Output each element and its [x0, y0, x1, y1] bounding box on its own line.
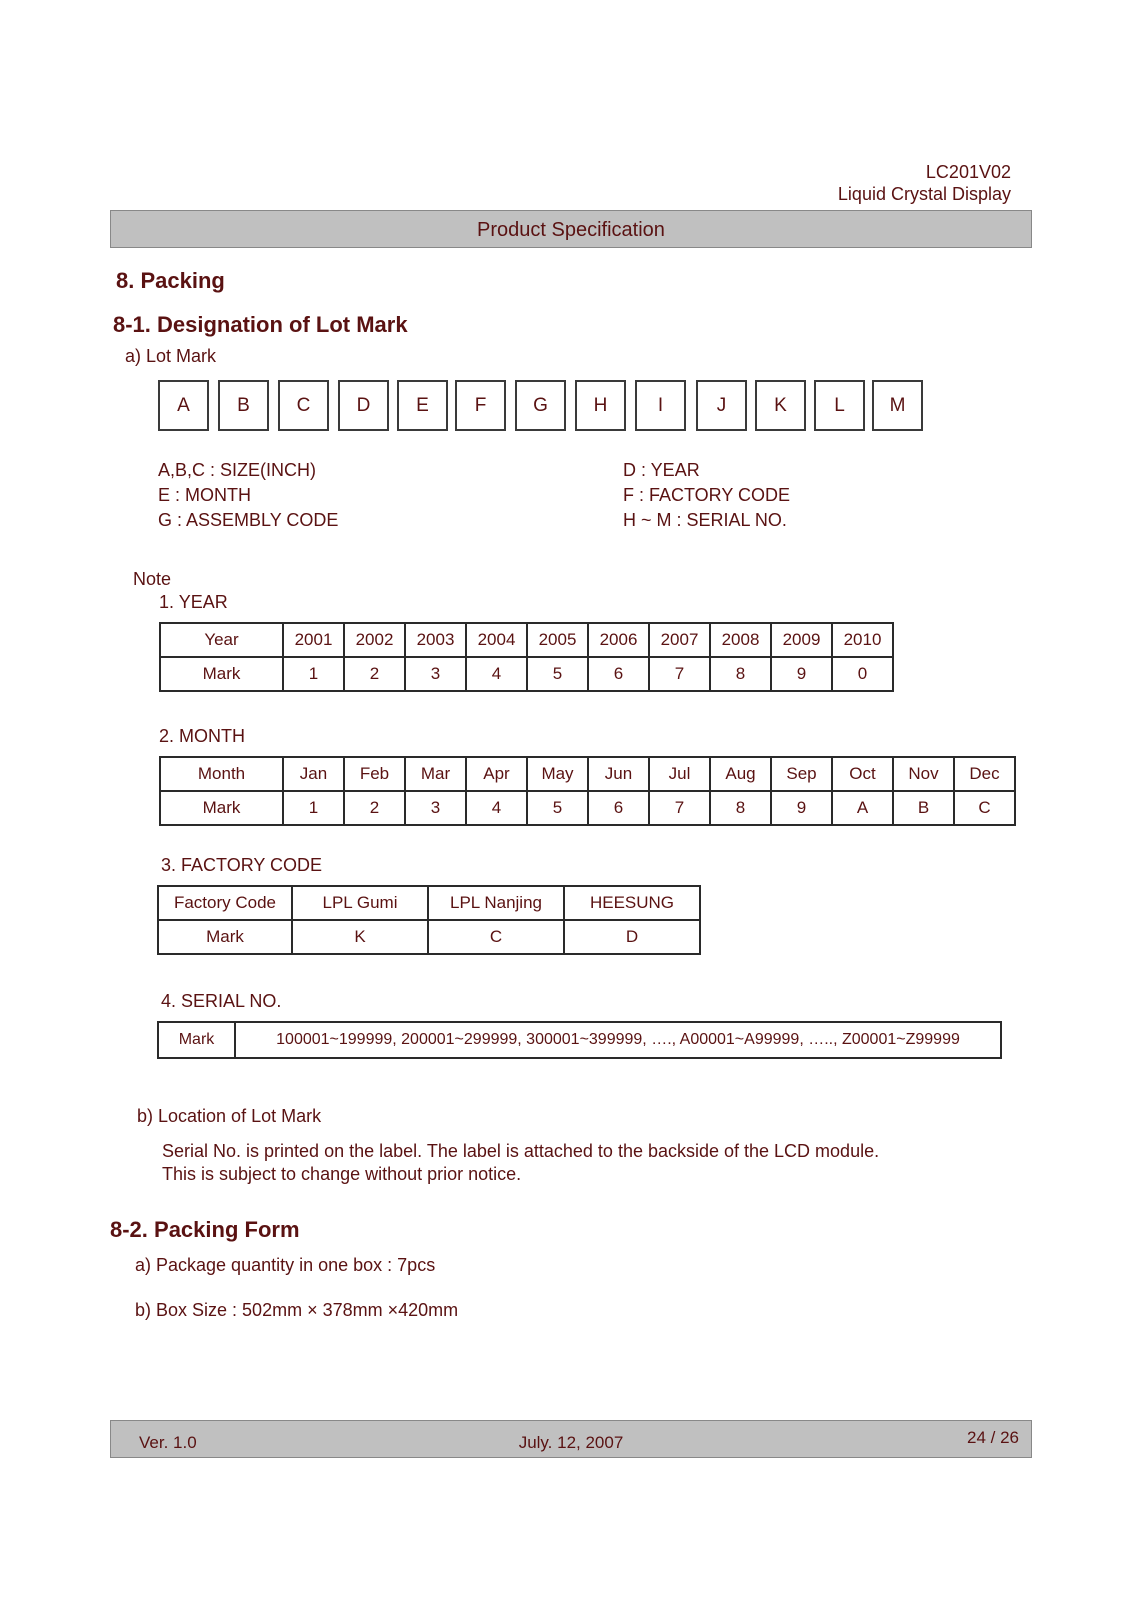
location-text-line: This is subject to change without prior notice.	[162, 1164, 522, 1184]
legend-item: A,B,C : SIZE(INCH)	[158, 460, 317, 480]
legend-right	[623, 458, 790, 533]
factory-label: 3. FACTORY CODE	[161, 855, 323, 875]
note-label: Note	[133, 569, 172, 589]
legend-item: E : MONTH	[158, 485, 251, 505]
table-cell: 7	[649, 791, 710, 825]
table-cell: Nov	[893, 757, 954, 791]
table-cell: LPL Gumi	[292, 886, 428, 920]
legend-left	[158, 458, 338, 533]
table-cell: 2004	[466, 623, 527, 657]
table-cell: 7	[649, 657, 710, 691]
legend-item: H ~ M : SERIAL NO.	[623, 510, 787, 530]
year-label: 1. YEAR	[159, 592, 228, 612]
page-number: 24 / 26	[967, 1428, 1019, 1447]
table-cell: 9	[771, 657, 832, 691]
table-cell: Mark	[160, 657, 283, 691]
table-header-row	[160, 623, 893, 657]
table-cell: 8	[710, 657, 771, 691]
table-cell: Mark	[158, 1022, 235, 1058]
table-cell: C	[954, 791, 1015, 825]
legend-item: D : YEAR	[623, 460, 700, 480]
table-cell: 2008	[710, 623, 771, 657]
header-bar-title: Product Specification	[477, 219, 665, 241]
section-title: 8. Packing	[116, 268, 225, 293]
lot-box: G	[515, 380, 566, 431]
footer-bar	[110, 1420, 1032, 1458]
table-cell: Jan	[283, 757, 344, 791]
table-header-row	[160, 757, 1015, 791]
table-cell: 5	[527, 791, 588, 825]
lot-box: D	[338, 380, 389, 431]
table-cell: 2009	[771, 623, 832, 657]
table-cell: C	[428, 920, 564, 954]
subsection-title-packing-form: 8-2. Packing Form	[110, 1217, 300, 1242]
year-table	[159, 622, 894, 692]
table-cell: HEESUNG	[564, 886, 700, 920]
lot-box: C	[278, 380, 329, 431]
product-type: Liquid Crystal Display	[837, 184, 1011, 204]
table-cell: Mark	[160, 791, 283, 825]
table-cell: 4	[466, 657, 527, 691]
serial-table	[157, 1021, 1002, 1059]
table-cell: Oct	[832, 757, 893, 791]
lot-box: F	[455, 380, 506, 431]
lot-box: I	[635, 380, 686, 431]
table-cell: 2002	[344, 623, 405, 657]
table-cell: Apr	[466, 757, 527, 791]
table-cell: D	[564, 920, 700, 954]
table-cell: Feb	[344, 757, 405, 791]
table-row	[158, 920, 700, 954]
table-cell: 3	[405, 657, 466, 691]
table-cell: 2006	[588, 623, 649, 657]
table-cell: 9	[771, 791, 832, 825]
table-cell: 1	[283, 657, 344, 691]
package-quantity: a) Package quantity in one box : 7pcs	[135, 1255, 436, 1275]
table-cell: A	[832, 791, 893, 825]
table-cell: 2001	[283, 623, 344, 657]
table-cell: 2010	[832, 623, 893, 657]
table-cell: Jun	[588, 757, 649, 791]
table-row	[160, 791, 1015, 825]
table-cell: Mar	[405, 757, 466, 791]
box-size: b) Box Size : 502mm × 378mm ×420mm	[135, 1300, 459, 1320]
serial-label: 4. SERIAL NO.	[161, 991, 282, 1011]
table-cell: K	[292, 920, 428, 954]
table-cell: 1	[283, 791, 344, 825]
table-cell: Year	[160, 623, 283, 657]
month-table	[159, 756, 1016, 826]
table-cell: 2	[344, 657, 405, 691]
table-cell: 4	[466, 791, 527, 825]
table-cell: Month	[160, 757, 283, 791]
table-cell: 0	[832, 657, 893, 691]
footer-date: July. 12, 2007	[518, 1433, 624, 1452]
lot-mark-label: a) Lot Mark	[125, 346, 217, 366]
table-cell: Factory Code	[158, 886, 292, 920]
table-cell: 5	[527, 657, 588, 691]
lot-box: M	[872, 380, 923, 431]
table-cell: 6	[588, 791, 649, 825]
table-cell: 2005	[527, 623, 588, 657]
table-cell: Dec	[954, 757, 1015, 791]
factory-table	[157, 885, 701, 955]
table-cell: 2007	[649, 623, 710, 657]
table-cell: Aug	[710, 757, 771, 791]
table-cell: LPL Nanjing	[428, 886, 564, 920]
table-cell: May	[527, 757, 588, 791]
header-bar	[110, 210, 1032, 248]
table-cell: Sep	[771, 757, 832, 791]
table-cell: 2003	[405, 623, 466, 657]
table-cell: 8	[710, 791, 771, 825]
subsection-title-lot-mark: 8-1. Designation of Lot Mark	[113, 312, 408, 337]
lot-box: K	[755, 380, 806, 431]
lot-box: H	[575, 380, 626, 431]
table-cell: 3	[405, 791, 466, 825]
table-header-row	[158, 886, 700, 920]
legend-item: F : FACTORY CODE	[623, 485, 791, 505]
table-cell: B	[893, 791, 954, 825]
location-text-line: Serial No. is printed on the label. The label is attached to the backside of the LCD module.	[162, 1141, 880, 1161]
month-label: 2. MONTH	[159, 726, 246, 746]
lot-box: J	[696, 380, 747, 431]
location-label: b) Location of Lot Mark	[137, 1106, 322, 1126]
table-cell: 2	[344, 791, 405, 825]
table-cell: Mark	[158, 920, 292, 954]
table-cell: Jul	[649, 757, 710, 791]
table-row	[158, 1022, 1001, 1058]
footer-version: Ver. 1.0	[139, 1433, 197, 1452]
table-row	[160, 657, 893, 691]
table-cell: 100001~199999, 200001~299999, 300001~399999, …., A00001~A99999, ….., Z00001~Z99999	[235, 1022, 1001, 1058]
lot-box: A	[158, 380, 209, 431]
model-number: LC201V02	[925, 162, 1011, 182]
lot-box: E	[397, 380, 448, 431]
legend-item: G : ASSEMBLY CODE	[158, 510, 339, 530]
lot-box: B	[218, 380, 269, 431]
lot-box: L	[814, 380, 865, 431]
table-cell: 6	[588, 657, 649, 691]
